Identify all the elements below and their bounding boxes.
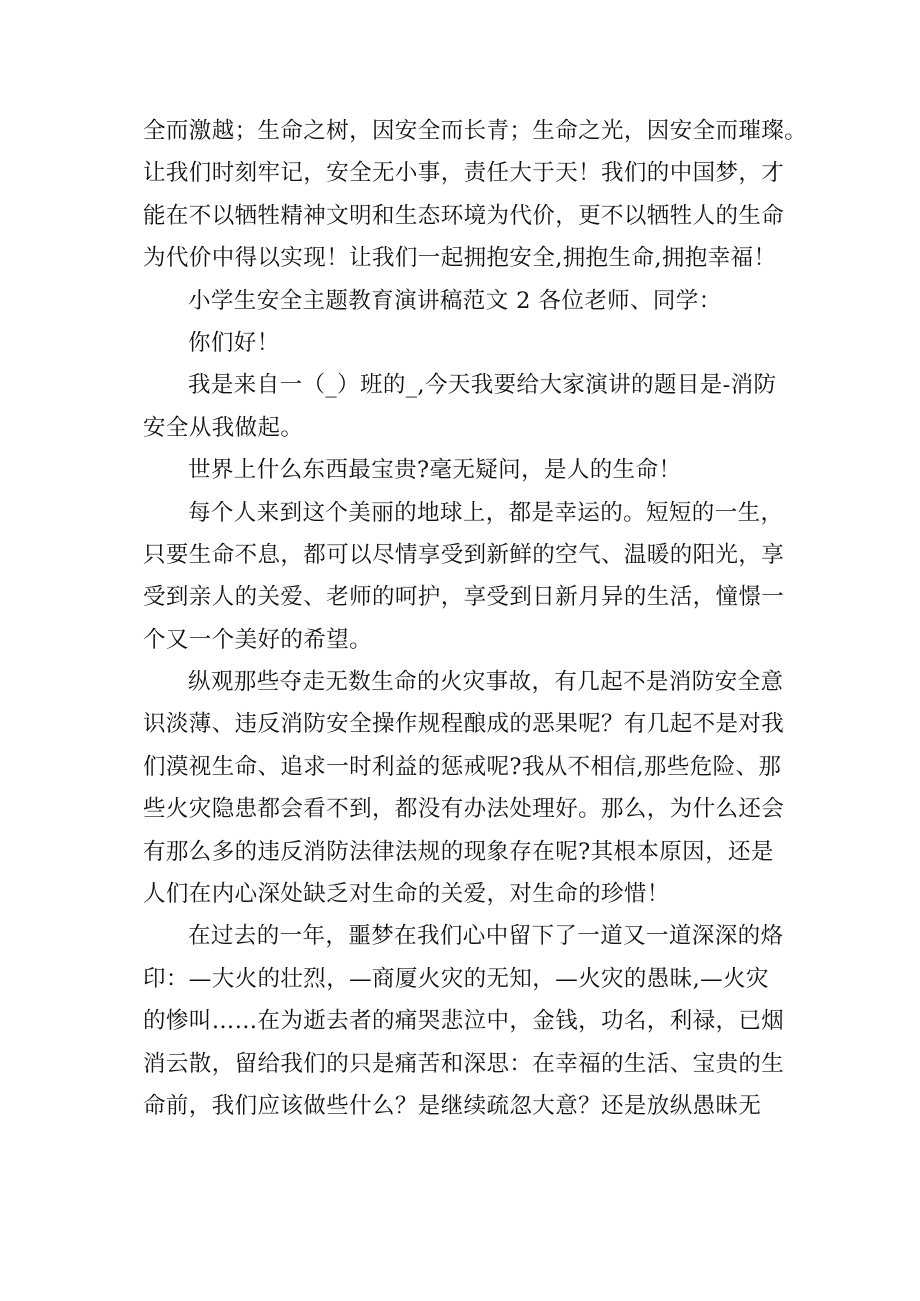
text-line: 全而激越；生命之树，因安全而长青；生命之光，因安全而璀璨。 bbox=[143, 118, 808, 144]
text-line: 个又一个美好的希望。 bbox=[143, 626, 373, 653]
text-line: 我是来自一（_）班的_,今天我要给大家演讲的题目是-消防 bbox=[188, 372, 777, 399]
text-line: 受到亲人的关爱、老师的呵护，享受到日新月异的生活，憧憬一 bbox=[143, 584, 785, 611]
text-line: 世界上什么东西最宝贵?毫无疑问，是人的生命！ bbox=[188, 457, 682, 484]
text-line: 们漠视生命、追求一时利益的惩戒呢?我从不相信,那些危险、那 bbox=[143, 753, 782, 780]
text-line: 你们好！ bbox=[188, 329, 280, 356]
text-line: 印：—大火的壮烈，—商厦火灾的无知，—火灾的愚昧,—火灾 bbox=[143, 965, 769, 992]
text-line: 能在不以牺牲精神文明和生态环境为代价，更不以牺牲人的生命 bbox=[143, 202, 785, 229]
text-line: 安全从我做起。 bbox=[143, 414, 304, 441]
text-line: 人们在内心深处缺乏对生命的关爱，对生命的珍惜！ bbox=[143, 881, 670, 908]
text-line: 纵观那些夺走无数生命的火灾事故，有几起不是消防安全意 bbox=[188, 669, 784, 696]
text-line: 消云散，留给我们的只是痛苦和深思：在幸福的生活、宝贵的生 bbox=[143, 1050, 785, 1077]
text-line: 让我们时刻牢记，安全无小事，责任大于天！我们的中国梦，才 bbox=[143, 160, 785, 187]
text-line: 小学生安全主题教育演讲稿范文 2 各位老师、同学： bbox=[188, 287, 722, 314]
text-line: 命前，我们应该做些什么？是继续疏忽大意？还是放纵愚昧无 bbox=[143, 1092, 762, 1119]
text-line: 的惨叫……在为逝去者的痛哭悲泣中，金钱，功名，利禄，已烟 bbox=[143, 1008, 785, 1035]
text-line: 识淡薄、违反消防安全操作规程酿成的恶果呢？有几起不是对我 bbox=[143, 711, 785, 738]
text-line: 为代价中得以实现！让我们一起拥抱安全,拥抱生命,拥抱幸福！ bbox=[143, 245, 777, 272]
text-line: 有那么多的违反消防法律法规的现象存在呢?其根本原因，还是 bbox=[143, 838, 774, 865]
text-line: 些火灾隐患都会看不到，都没有办法处理好。那么，为什么还会 bbox=[143, 796, 785, 823]
text-line: 每个人来到这个美丽的地球上，都是幸运的。短短的一生， bbox=[188, 499, 784, 526]
text-line: 在过去的一年，噩梦在我们心中留下了一道又一道深深的烙 bbox=[188, 923, 784, 950]
document-body bbox=[143, 110, 808, 1127]
text-line: 只要生命不息，都可以尽情享受到新鲜的空气、温暖的阳光，享 bbox=[143, 541, 785, 568]
